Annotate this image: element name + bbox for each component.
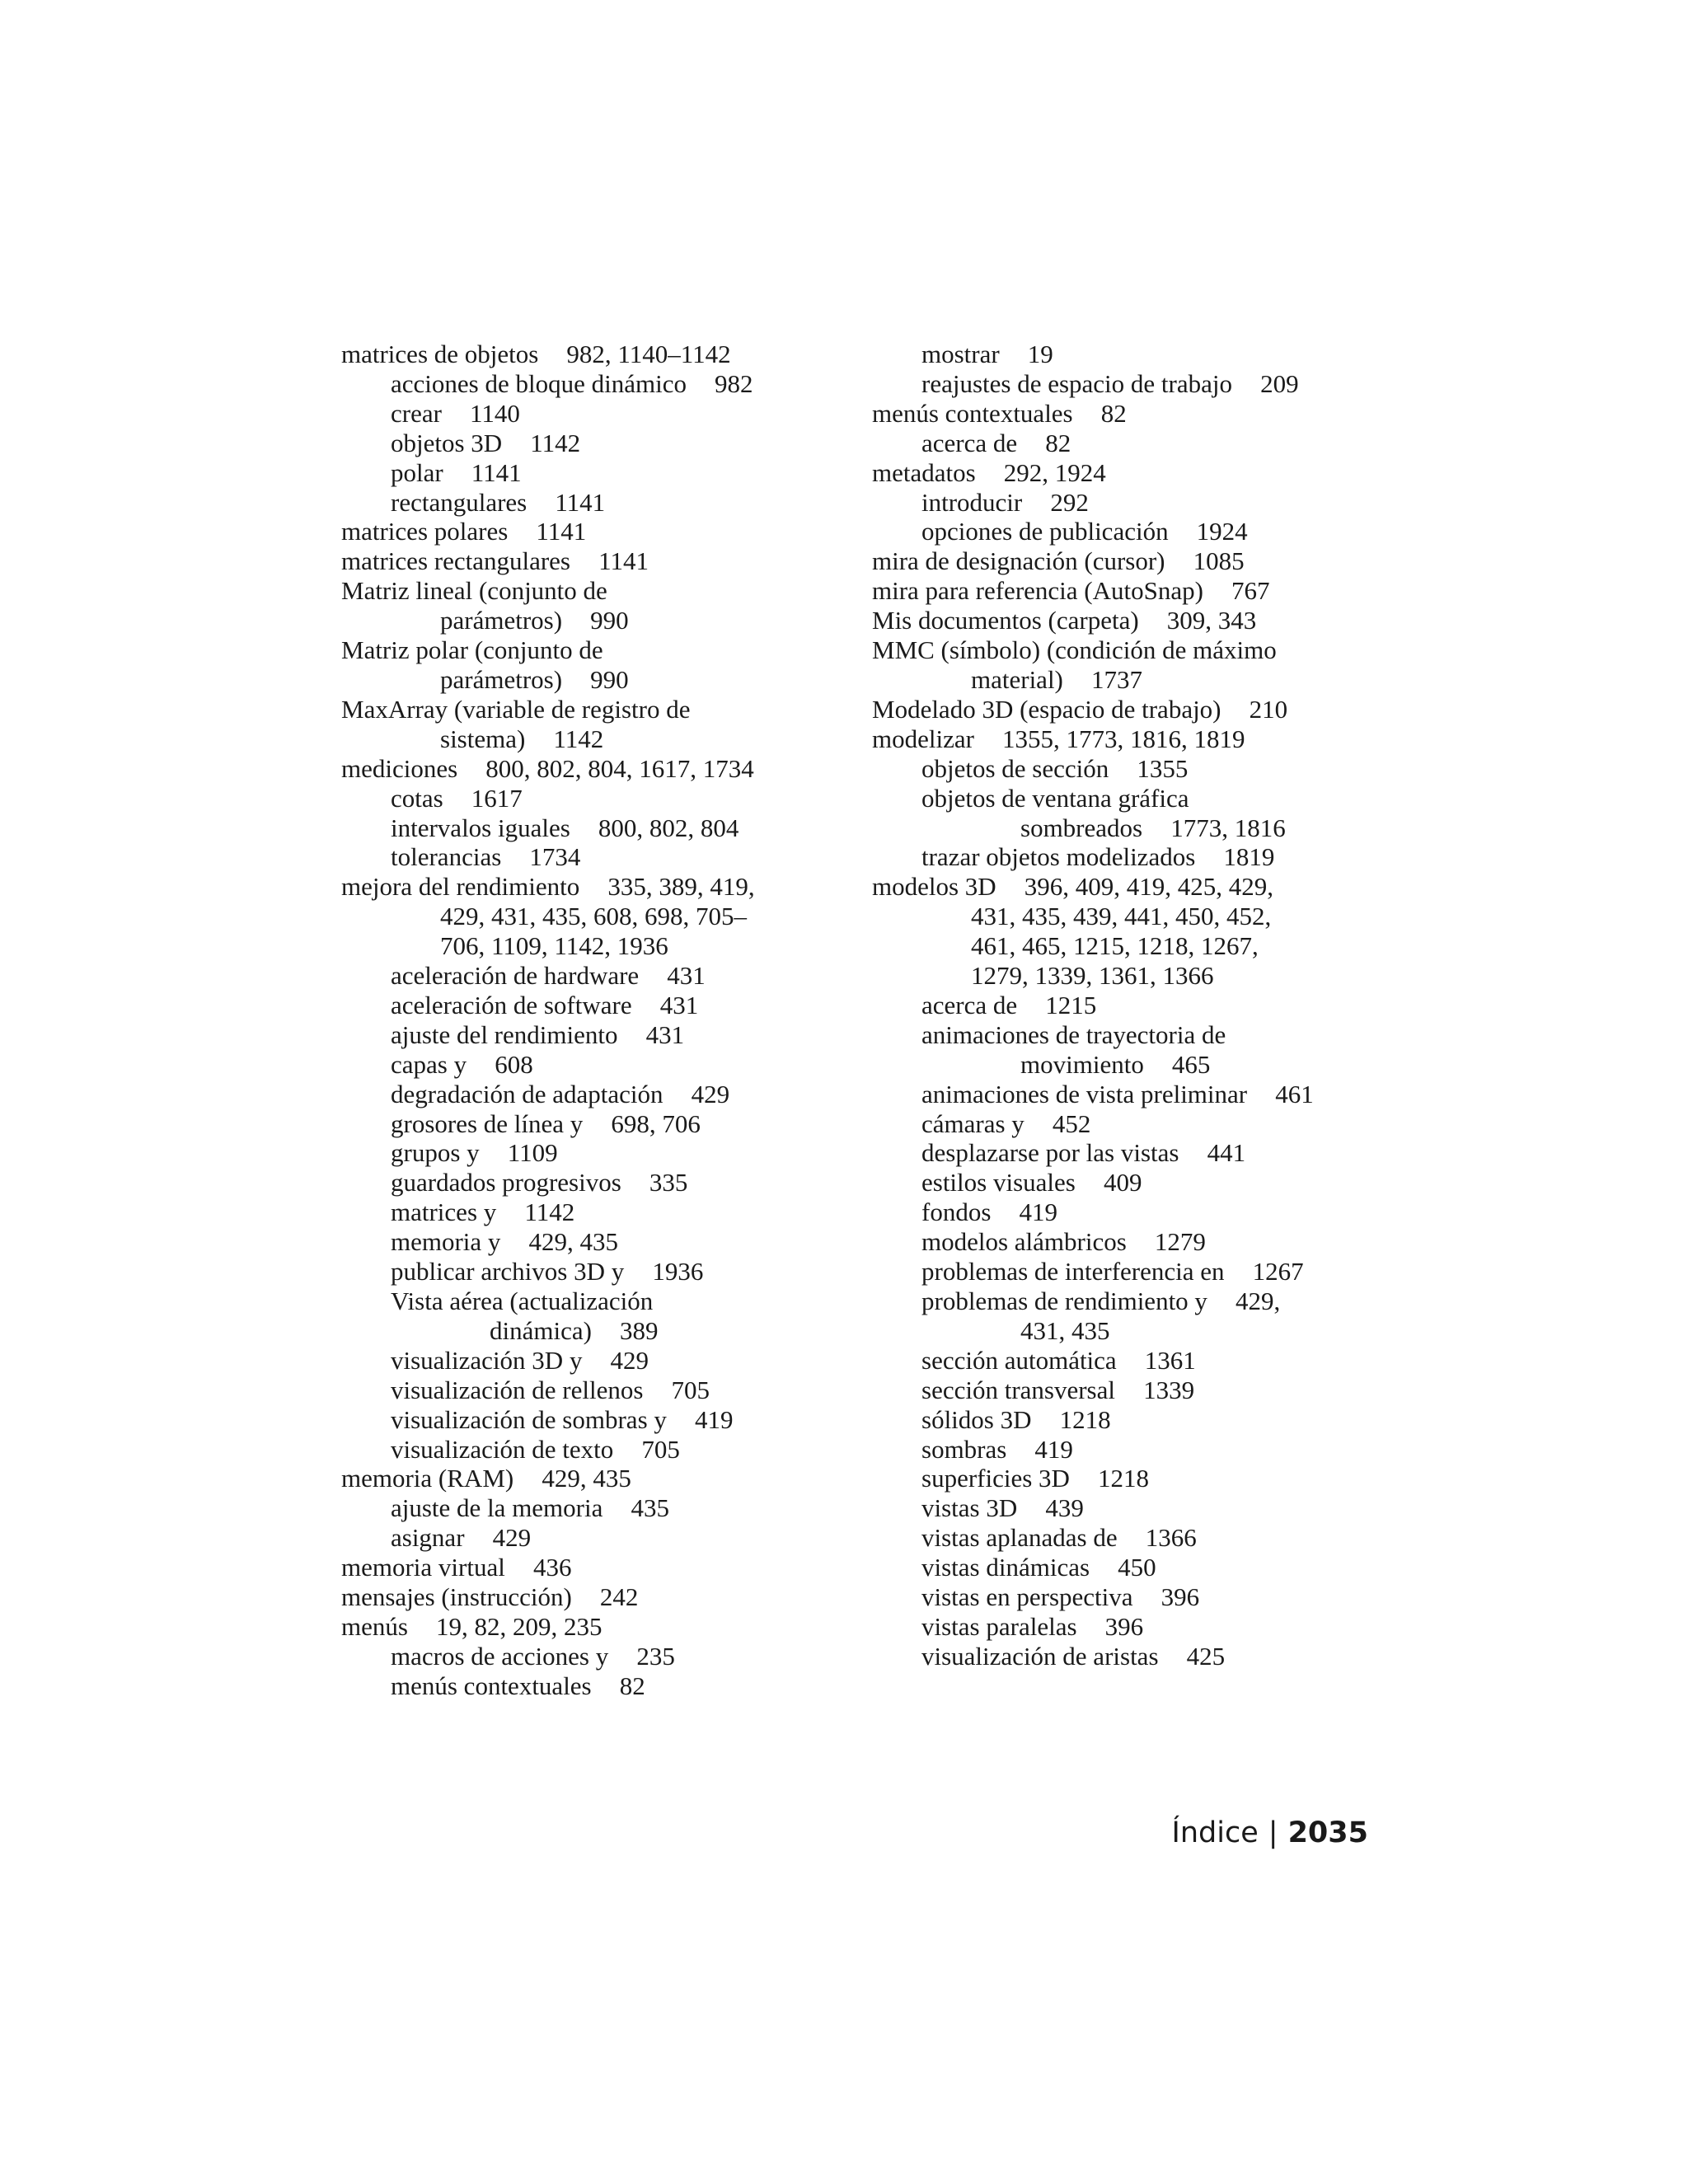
index-term: animaciones de vista preliminar <box>921 1079 1248 1108</box>
index-term: Matriz polar (conjunto de <box>341 635 603 665</box>
index-entry <box>341 754 836 784</box>
page-references: 1141 <box>536 517 587 546</box>
index-subentry <box>341 784 836 813</box>
index-subentry <box>872 1642 1367 1671</box>
page-references: 441 <box>1207 1138 1246 1168</box>
page-references: 1737 <box>1090 664 1142 694</box>
page-references: 1267 <box>1252 1257 1304 1286</box>
page-references: 429 <box>610 1345 649 1375</box>
page-references: 431 <box>667 961 706 991</box>
index-term: modelos 3D <box>872 872 996 902</box>
index-entry-continuation <box>341 931 836 961</box>
index-entry <box>341 872 836 902</box>
index-term: metadatos <box>872 457 976 487</box>
index-term: asignar <box>391 1523 465 1553</box>
index-entry-continuation <box>341 902 836 931</box>
index-term: MMC (símbolo) (condición de máximo <box>872 635 1277 665</box>
page-references: 705 <box>641 1434 680 1464</box>
index-entry-continuation <box>341 606 836 635</box>
index-subentry <box>872 1020 1367 1050</box>
index-term: sombreados <box>1020 813 1143 842</box>
index-entry <box>341 517 836 546</box>
index-term: vistas en perspectiva <box>921 1582 1133 1612</box>
index-term: memoria virtual <box>341 1553 505 1582</box>
index-entry <box>872 546 1367 576</box>
page-references: 450 <box>1118 1553 1156 1582</box>
index-term: matrices polares <box>341 517 509 546</box>
page-references: 419 <box>1019 1197 1057 1227</box>
index-term: crear <box>391 398 442 428</box>
index-term: grosores de línea y <box>391 1108 584 1138</box>
index-subentry <box>872 754 1367 784</box>
index-term: introducir <box>921 487 1023 517</box>
index-entry <box>341 576 836 606</box>
index-subentry <box>341 842 836 872</box>
page-references: 429, 435 <box>528 1227 619 1257</box>
index-entry <box>341 546 836 576</box>
index-term: publicar archivos 3D y <box>391 1257 625 1286</box>
index-subentry <box>341 1050 836 1080</box>
page-references: 800, 802, 804 <box>598 813 739 842</box>
index-term: visualización de rellenos <box>391 1375 644 1404</box>
index-subentry <box>872 1612 1367 1642</box>
index-subentry <box>872 842 1367 872</box>
index-subentry <box>341 1109 836 1139</box>
page-references: 389 <box>620 1315 659 1345</box>
index-entry <box>872 458 1367 488</box>
index-term: memoria y <box>391 1227 501 1257</box>
index-term: objetos 3D <box>391 428 503 457</box>
index-entry <box>872 635 1367 665</box>
index-term: guardados progresivos <box>391 1168 621 1197</box>
index-term: movimiento <box>1020 1049 1144 1079</box>
index-subentry <box>872 1197 1367 1227</box>
page-references: 1218 <box>1059 1404 1111 1434</box>
index-subentry <box>341 813 836 843</box>
index-subentry <box>341 429 836 458</box>
index-term: aceleración de hardware <box>391 961 640 991</box>
page-references: 429, 431, 435, 608, 698, 705– <box>440 902 747 931</box>
index-term: mediciones <box>341 753 458 783</box>
page-references: 1141 <box>598 546 649 576</box>
index-subentry <box>341 1020 836 1050</box>
index-term: matrices y <box>391 1197 497 1227</box>
index-subentry <box>341 1523 836 1553</box>
page-references: 990 <box>590 606 629 635</box>
index-subentry <box>872 784 1367 813</box>
index-subentry <box>341 1405 836 1435</box>
index-subentry <box>872 991 1367 1020</box>
footer-section-title: Índice <box>1171 1816 1259 1849</box>
index-term: vistas aplanadas de <box>921 1523 1118 1553</box>
page-references: 706, 1109, 1142, 1936 <box>440 931 668 961</box>
index-entry-continuation <box>872 961 1367 991</box>
index-term: problemas de rendimiento y <box>921 1286 1207 1315</box>
index-entry <box>872 724 1367 754</box>
index-subentry <box>341 369 836 399</box>
index-term: menús <box>341 1611 408 1641</box>
index-term: matrices de objetos <box>341 340 539 368</box>
index-term: visualización de aristas <box>921 1641 1159 1671</box>
page-references: 431 <box>645 1019 685 1049</box>
page-number: 2035 <box>1287 1816 1368 1849</box>
index-entry <box>341 1612 836 1642</box>
index-term: mira de designación (cursor) <box>872 546 1165 576</box>
index-term: menús contextuales <box>391 1671 592 1700</box>
page-references: 309, 343 <box>1166 606 1257 635</box>
index-term: mensajes (instrucción) <box>341 1582 572 1612</box>
page-references: 1924 <box>1196 517 1248 546</box>
index-term: objetos de ventana gráfica <box>921 783 1189 813</box>
index-subentry <box>872 1405 1367 1435</box>
index-subentry <box>341 1376 836 1405</box>
page-references: 439 <box>1045 1493 1084 1523</box>
index-term: aceleración de software <box>391 990 632 1019</box>
index-term: animaciones de trayectoria de <box>921 1019 1226 1049</box>
page-references: 82 <box>619 1671 645 1700</box>
index-subentry <box>341 1435 836 1465</box>
index-term: sólidos 3D <box>921 1404 1032 1434</box>
index-term: dinámica) <box>490 1315 592 1345</box>
index-term: grupos y <box>391 1138 480 1168</box>
index-entry-continuation <box>872 902 1367 931</box>
index-subentry <box>341 488 836 518</box>
page-references: 465 <box>1171 1049 1211 1079</box>
index-entry <box>872 872 1367 902</box>
index-entry <box>872 695 1367 724</box>
index-subentry <box>872 1553 1367 1582</box>
page-references: 1109 <box>507 1138 558 1168</box>
page-references: 1355 <box>1137 753 1189 783</box>
index-subentry <box>872 429 1367 458</box>
index-entry <box>341 1553 836 1582</box>
index-subentry <box>341 961 836 991</box>
page-references: 1279, 1339, 1361, 1366 <box>971 961 1214 991</box>
index-entry <box>341 1582 836 1612</box>
index-subentry <box>341 1197 836 1227</box>
index-subentry <box>341 1671 836 1701</box>
index-entry <box>341 635 836 665</box>
page-references: 800, 802, 804, 1617, 1734 <box>485 753 754 783</box>
index-term: Modelado 3D (espacio de trabajo) <box>872 694 1221 724</box>
index-term: degradación de adaptación <box>391 1079 663 1108</box>
index-entry <box>341 340 836 369</box>
index-term: estilos visuales <box>921 1168 1076 1197</box>
index-column-left <box>341 340 836 1701</box>
index-term: visualización de texto <box>391 1434 614 1464</box>
index-subentry <box>341 1227 836 1257</box>
page-references: 209 <box>1260 368 1299 398</box>
index-term: acciones de bloque dinámico <box>391 368 687 398</box>
index-term: MaxArray (variable de registro de <box>341 694 691 724</box>
page-references: 1142 <box>530 428 581 457</box>
index-subentry <box>872 1376 1367 1405</box>
page-references: 1218 <box>1098 1464 1150 1493</box>
page-references: 452 <box>1052 1108 1091 1138</box>
index-term: modelizar <box>872 724 974 753</box>
index-term: menús contextuales <box>872 398 1073 428</box>
index-term: fondos <box>921 1197 992 1227</box>
index-entry <box>341 1464 836 1493</box>
index-term: modelos alámbricos <box>921 1227 1127 1257</box>
index-term: parámetros) <box>440 606 563 635</box>
index-term: cámaras y <box>921 1108 1025 1138</box>
page-references: 705 <box>671 1375 710 1404</box>
page-references: 82 <box>1045 428 1071 457</box>
page-references: 419 <box>1034 1434 1073 1464</box>
index-subentry <box>872 1286 1367 1316</box>
index-term: superficies 3D <box>921 1464 1070 1493</box>
index-entry-continuation <box>341 1316 836 1346</box>
index-term: parámetros) <box>440 664 563 694</box>
index-term: sombras <box>921 1434 1007 1464</box>
index-term: sección transversal <box>921 1375 1115 1404</box>
index-term: material) <box>971 664 1063 694</box>
index-term: ajuste de la memoria <box>391 1493 603 1523</box>
index-term: ajuste del rendimiento <box>391 1019 618 1049</box>
page-references: 409 <box>1103 1168 1142 1197</box>
page-footer <box>1172 1815 1368 1851</box>
index-subentry <box>872 517 1367 546</box>
index-term: objetos de sección <box>921 753 1109 783</box>
page-references: 1361 <box>1144 1345 1196 1375</box>
index-term: Mis documentos (carpeta) <box>872 606 1139 635</box>
page-references: 1617 <box>471 783 523 813</box>
page-references: 335, 389, 419, <box>607 872 755 902</box>
page-references: 1141 <box>555 487 606 517</box>
footer-separator: | <box>1268 1816 1278 1849</box>
page-references: 1142 <box>553 724 604 753</box>
index-term: visualización 3D y <box>391 1345 583 1375</box>
page-references: 1734 <box>529 842 581 872</box>
index-entry <box>341 695 836 724</box>
page-references: 431, 435, 439, 441, 450, 452, <box>971 902 1272 931</box>
index-term: matrices rectangulares <box>341 546 570 576</box>
index-term: reajustes de espacio de trabajo <box>921 368 1232 398</box>
page-references: 1141 <box>471 457 522 487</box>
index-subentry <box>872 1227 1367 1257</box>
page-references: 982, 1140–1142 <box>566 340 731 368</box>
page-references: 431, 435 <box>1020 1315 1110 1345</box>
index-subentry <box>872 1464 1367 1493</box>
index-term: rectangulares <box>391 487 528 517</box>
index-subentry <box>872 1138 1367 1168</box>
index-entry <box>872 606 1367 635</box>
index-term: polar <box>391 457 443 487</box>
index-subentry <box>341 458 836 488</box>
page-references: 1936 <box>652 1257 704 1286</box>
page-references: 19, 82, 209, 235 <box>436 1611 603 1641</box>
index-entry-continuation <box>872 1316 1367 1346</box>
index-term: mejora del rendimiento <box>341 872 580 902</box>
index-subentry <box>872 1257 1367 1286</box>
index-subentry <box>872 369 1367 399</box>
index-term: mira para referencia (AutoSnap) <box>872 576 1203 606</box>
index-term: trazar objetos modelizados <box>921 842 1196 872</box>
page-references: 990 <box>590 664 629 694</box>
index-subentry <box>872 1168 1367 1197</box>
page-references: 429, 435 <box>542 1464 631 1493</box>
index-term: mostrar <box>921 340 1000 368</box>
index-term: capas y <box>391 1049 467 1079</box>
page-references: 82 <box>1100 398 1127 428</box>
page-references: 1142 <box>524 1197 575 1227</box>
page-references: 19 <box>1027 340 1053 368</box>
index-entry-continuation <box>341 724 836 754</box>
index-subentry <box>872 1109 1367 1139</box>
page-references: 1355, 1773, 1816, 1819 <box>1002 724 1245 753</box>
page-references: 1215 <box>1045 990 1097 1019</box>
page-references: 242 <box>599 1582 639 1612</box>
page-references: 396 <box>1104 1611 1144 1641</box>
index-subentry <box>872 1582 1367 1612</box>
page-references: 1085 <box>1193 546 1245 576</box>
page-references: 608 <box>495 1049 533 1079</box>
page-references: 1339 <box>1143 1375 1195 1404</box>
page-references: 461, 465, 1215, 1218, 1267, <box>971 931 1259 961</box>
page-references: 419 <box>694 1404 734 1434</box>
page-references: 1140 <box>470 398 520 428</box>
index-term: visualización de sombras y <box>391 1404 667 1434</box>
page-references: 698, 706 <box>611 1108 701 1138</box>
page-references: 429, <box>1236 1286 1281 1315</box>
page-references: 982 <box>715 368 753 398</box>
index-term: vistas paralelas <box>921 1611 1077 1641</box>
index-entry-continuation <box>872 1050 1367 1080</box>
page-references: 1773, 1816 <box>1170 813 1286 842</box>
index-term: memoria (RAM) <box>341 1464 514 1493</box>
page-references: 1279 <box>1154 1227 1206 1257</box>
page-references: 292, 1924 <box>1003 457 1106 487</box>
index-entry <box>872 576 1367 606</box>
page-references: 335 <box>649 1168 688 1197</box>
index-entry-continuation <box>872 931 1367 961</box>
index-term: tolerancias <box>391 842 502 872</box>
index-subentry <box>341 1346 836 1376</box>
index-subentry <box>872 488 1367 518</box>
page-references: 431 <box>659 990 699 1019</box>
index-column-right <box>872 340 1367 1671</box>
index-subentry <box>872 1346 1367 1376</box>
page-references: 429 <box>492 1523 532 1553</box>
index-term: acerca de <box>921 990 1018 1019</box>
index-term: opciones de publicación <box>921 517 1169 546</box>
index-entry-continuation <box>341 665 836 695</box>
index-subentry <box>341 399 836 429</box>
page-references: 1366 <box>1145 1523 1197 1553</box>
index-subentry <box>341 1493 836 1523</box>
index-term: Matriz lineal (conjunto de <box>341 576 607 606</box>
index-term: problemas de interferencia en <box>921 1257 1225 1286</box>
index-term: cotas <box>391 783 443 813</box>
index-subentry <box>341 1286 836 1316</box>
index-entry-continuation <box>872 665 1367 695</box>
index-subentry <box>341 991 836 1020</box>
index-subentry <box>341 1168 836 1197</box>
page-references: 436 <box>532 1553 572 1582</box>
index-subentry <box>872 1493 1367 1523</box>
page-references: 429 <box>691 1079 730 1108</box>
index-term: acerca de <box>921 428 1018 457</box>
index-term: sistema) <box>440 724 526 753</box>
index-term: macros de acciones y <box>391 1641 609 1671</box>
page-references: 461 <box>1275 1079 1314 1108</box>
index-entry <box>872 399 1367 429</box>
page-references: 292 <box>1050 487 1089 517</box>
index-subentry <box>872 1435 1367 1465</box>
index-subentry <box>341 1642 836 1671</box>
index-term: vistas dinámicas <box>921 1553 1090 1582</box>
index-subentry <box>872 340 1367 369</box>
index-subentry <box>341 1080 836 1109</box>
index-term: sección automática <box>921 1345 1117 1375</box>
index-term: Vista aérea (actualización <box>391 1286 654 1315</box>
index-term: vistas 3D <box>921 1493 1018 1523</box>
page-references: 435 <box>631 1493 669 1523</box>
index-subentry <box>872 1523 1367 1553</box>
page-references: 396, 409, 419, 425, 429, <box>1024 872 1274 902</box>
page-references: 235 <box>636 1641 675 1671</box>
page-references: 396 <box>1160 1582 1200 1612</box>
index-subentry <box>341 1138 836 1168</box>
index-entry-continuation <box>872 813 1367 843</box>
page-references: 1819 <box>1223 842 1275 872</box>
index-subentry <box>872 1080 1367 1109</box>
index-term: intervalos iguales <box>391 813 570 842</box>
page-references: 425 <box>1186 1641 1226 1671</box>
page-references: 767 <box>1231 576 1270 606</box>
index-term: desplazarse por las vistas <box>921 1138 1179 1168</box>
index-subentry <box>341 1257 836 1286</box>
page-references: 210 <box>1249 694 1288 724</box>
